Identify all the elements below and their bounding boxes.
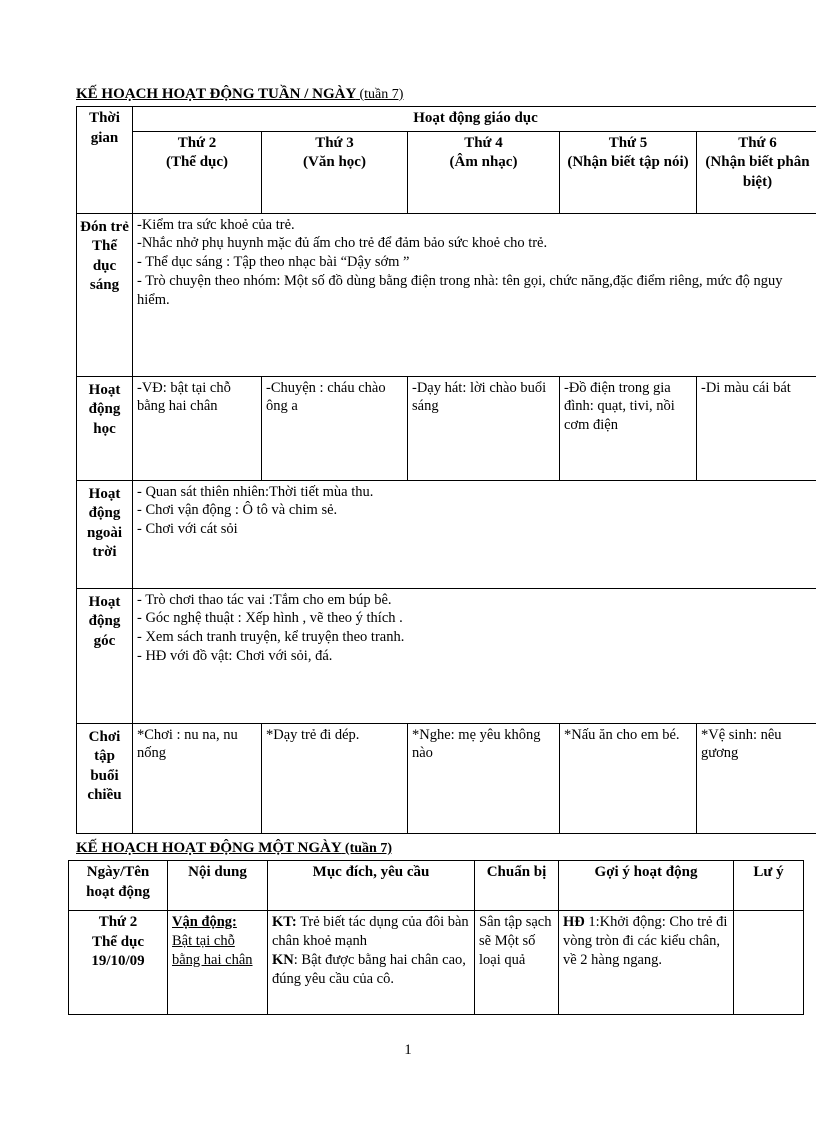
daily-plan-title-text: KẾ HOẠCH HOẠT ĐỘNG MỘT NGÀY (76, 840, 342, 856)
row-label-afternoon: Chơi tập buổi chiều (77, 723, 133, 833)
activity-header: Hoạt động giáo dục (133, 107, 816, 132)
daily-plan-title (76, 840, 392, 857)
afternoon-wed: *Nghe: mẹ yêu không nào (408, 723, 560, 833)
weekly-plan-week: (tuần 7) (359, 87, 404, 102)
afternoon-mon: *Chơi : nu na, nu nống (133, 723, 262, 833)
time-header: Thời gian (77, 107, 133, 214)
day-header-tue: Thứ 3 (Văn học) (262, 131, 408, 213)
day-header-wed: Thứ 4 (Âm nhạc) (408, 131, 560, 213)
learning-thu: -Đồ điện trong gia đình: quạt, tivi, nồi cơm điện (560, 376, 697, 480)
daily-note-cell (734, 911, 804, 1015)
outdoor-content: - Quan sát thiên nhiên:Thời tiết mùa thu. - Chơi vận động : Ô tô và chim sẻ. - Chơi với cát sỏi (133, 480, 816, 588)
afternoon-fri: *Vệ sinh: nêu gương (697, 723, 816, 833)
daily-content-cell: Vận động: Bật tại chỗ bằng hai chân (168, 911, 268, 1015)
learning-mon: -VĐ: bật tại chỗ bằng hai chân (133, 376, 262, 480)
weekly-plan-table (76, 106, 816, 834)
page-number: 1 (404, 1042, 412, 1058)
day-header-fri: Thứ 6 (Nhận biết phân biệt) (697, 131, 816, 213)
daily-suggestion-cell: HĐ 1:Khởi động: Cho trẻ đi vòng tròn đi các kiểu chân, về 2 hàng ngang. (559, 911, 734, 1015)
row-label-welcome: Đón trẻ Thể dục sáng (77, 213, 133, 376)
row-label-corner: Hoạt động góc (77, 588, 133, 723)
col-header-prep: Chuẩn bị (475, 861, 559, 911)
afternoon-tue: *Dạy trẻ đi dép. (262, 723, 408, 833)
day-header-mon: Thứ 2 (Thể dục) (133, 131, 262, 213)
day-header-thu: Thứ 5 (Nhận biết tập nói) (560, 131, 697, 213)
daily-day-cell: Thứ 2 Thể dục 19/10/09 (69, 911, 168, 1015)
learning-fri: -Di màu cái bát (697, 376, 816, 480)
col-header-note: Lư ý (734, 861, 804, 911)
weekly-plan-title-text: KẾ HOẠCH HOẠT ĐỘNG TUẦN / NGÀY (76, 86, 356, 102)
col-header-day: Ngày/Tên hoạt động (69, 861, 168, 911)
corner-content: - Trò chơi thao tác vai :Tắm cho em búp bê. - Góc nghệ thuật : Xếp hình , vẽ theo ý thích . - Xem sách tranh truyện, kể truyện theo tranh. - HĐ với đồ vật: Chơi với sỏi, đá. (133, 588, 816, 723)
row-label-outdoor: Hoạt động ngoài trời (77, 480, 133, 588)
daily-plan-week: (tuần 7) (344, 841, 392, 856)
col-header-purpose: Mục đích, yêu cầu (268, 861, 475, 911)
learning-wed: -Dạy hát: lời chào buổi sáng (408, 376, 560, 480)
daily-prep-cell: Sân tập sạch sẽ Một số loại quả (475, 911, 559, 1015)
afternoon-thu: *Nấu ăn cho em bé. (560, 723, 697, 833)
daily-plan-table (68, 860, 804, 1015)
col-header-content: Nội dung (168, 861, 268, 911)
welcome-content: -Kiểm tra sức khoẻ của trẻ. -Nhắc nhở phụ huynh mặc đủ ấm cho trẻ để đảm bảo sức khoẻ cho trẻ. - Thể dục sáng : Tập theo nhạc bài “Dậy sớm ” - Trò chuyện theo nhóm: Một số đồ dùng bằng điện trong nhà: tên gọi, chức năng,đặc điểm riêng, mức độ nguy hiểm. (133, 213, 816, 376)
daily-purpose-cell: KT: Trẻ biết tác dụng của đôi bàn chân khoẻ mạnh KN: Bật được bằng hai chân cao, đúng yêu cầu của cô. (268, 911, 475, 1015)
col-header-suggestion: Gợi ý hoạt động (559, 861, 734, 911)
learning-tue: -Chuyện : cháu chào ông a (262, 376, 408, 480)
row-label-learning: Hoạt động học (77, 376, 133, 480)
weekly-plan-title (76, 86, 403, 103)
